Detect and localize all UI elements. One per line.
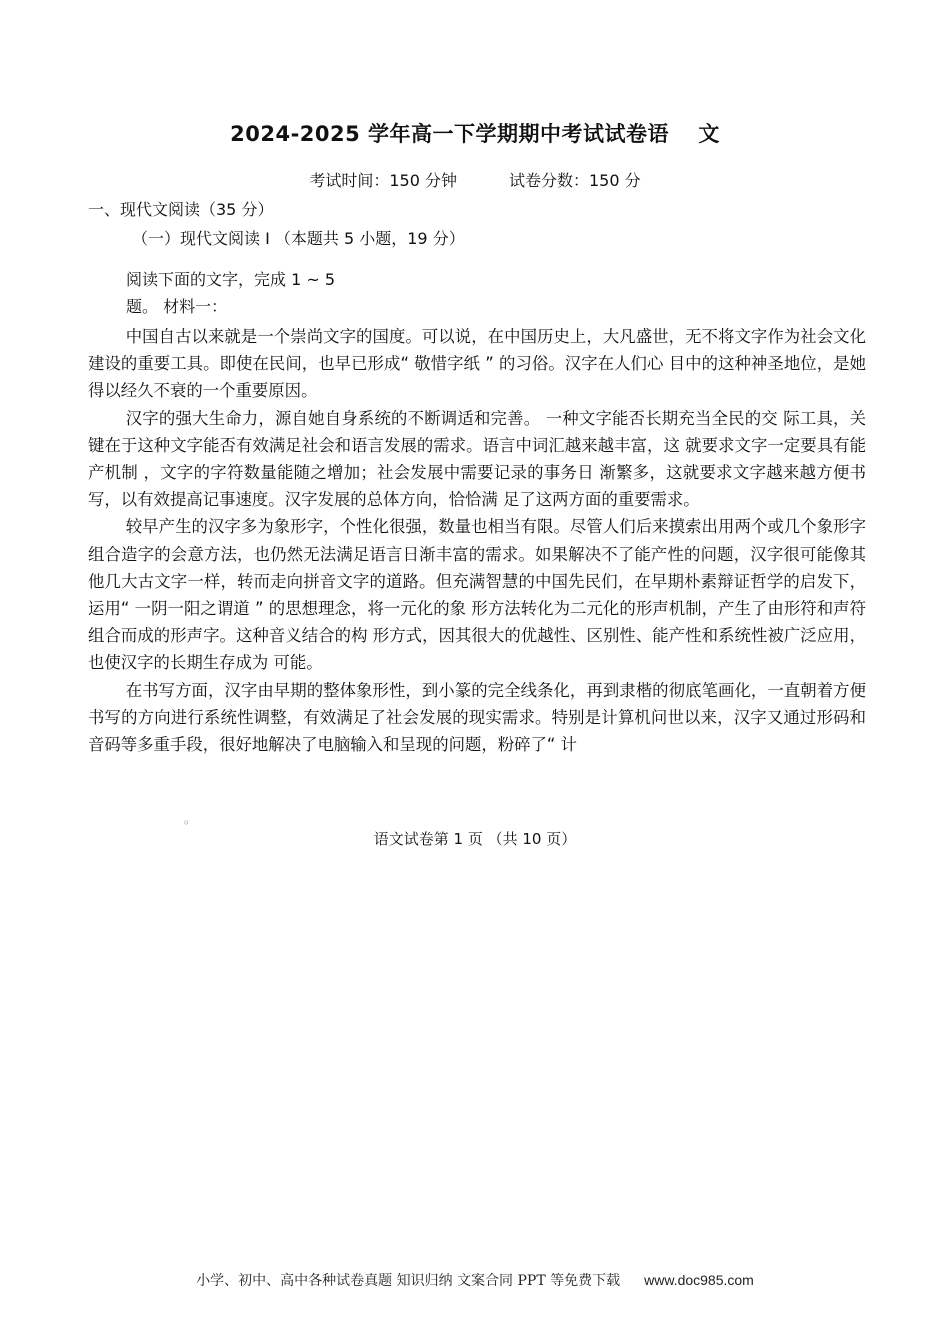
passage-paragraph: 较早产生的汉字多为象形字，个性化很强，数量也相当有限。尽管人们后来摸索出用两个或几个象形字组合造字的会意方法，也仍然无法满足语言日渐丰富的需求。如果解决不了能产性的问题，汉字很可能像其他几大古文字一样，转而走向拼音文字的道路。但充满智慧的中国先民们，在早期朴素辩证哲学的启发下，运用“ 一阴一阳之谓道 ” 的思想理念，将一元化的象 形方法转化为二元化的形声机制，产生了由形符和声符组合而成的形声字。这种音义结合的构 形方式，因其很大的优越性、区别性、能产性和系统性被广泛应用，也使汉字的长期生存成为 可能。 <box>88 517 866 673</box>
subsection-heading: （一）现代文阅读 I （本题共 5 小题，19 分） <box>132 229 465 248</box>
exam-score: 试卷分数：150 分 <box>509 171 641 190</box>
page-number: 语文试卷第 1 页 （共 10 页） <box>373 830 577 848</box>
section-heading: 一、现代文阅读（35 分） <box>88 200 274 219</box>
passage-paragraph: 在书写方面，汉字由早期的整体象形性，到小篆的完全线条化，再到隶楷的彻底笔画化，一直朝着方便书写的方向进行系统性调整，有效满足了社会发展的现实需求。特别是计算机问世以来，汉字又通过形码和音码等多重手段，很好地解决了电脑输入和呈现的问题，粉碎了“ 计 <box>88 680 866 755</box>
passage-paragraph: 中国自古以来就是一个崇尚文字的国度。可以说，在中国历史上，大凡盛世，无不将文字作为社会文化建设的重要工具。即使在民间，也早已形成“ 敬惜字纸 ” 的习俗。汉字在人们心 目中的这种神圣地位，是她得以经久不衰的一个重要原因。 <box>88 327 866 401</box>
instruction-line: 阅读下面的文字，完成 1 ~ 5 <box>126 270 336 289</box>
footer-url[interactable]: www.doc985.com <box>644 1272 754 1288</box>
passage-paragraph: 汉字的强大生命力，源自她自身系统的不断调适和完善。 一种文字能否长期充当全民的交 际工具，关键在于这种文字能否有效满足社会和语言发展的需求。语言中词汇越来越丰富，这 就要求文字一定要具有能产机制 ，文字的字符数量能随之增加；社会发展中需要记录的事务日 渐繁多，这就要求文字越来越方便书写，以有效提高记事速度。汉字发展的总体方向，恰恰满 足了这两方面的重要需求。 <box>88 408 866 510</box>
site-footer <box>0 1270 950 1290</box>
exam-info <box>0 168 950 191</box>
footer-text: 小学、初中、高中各种试卷真题 知识归纳 文案合同 PPT 等免费下载 <box>196 1273 621 1289</box>
footnote-mark: 。 <box>184 812 197 826</box>
exam-time: 考试时间：150 分钟 <box>309 171 457 190</box>
reading-instruction <box>126 266 335 320</box>
page-title: 2024-2025 学年高一下学期期中考试试卷语 文 <box>230 122 720 146</box>
reading-passage <box>88 323 866 758</box>
instruction-line: 题。 材料一： <box>126 297 228 316</box>
